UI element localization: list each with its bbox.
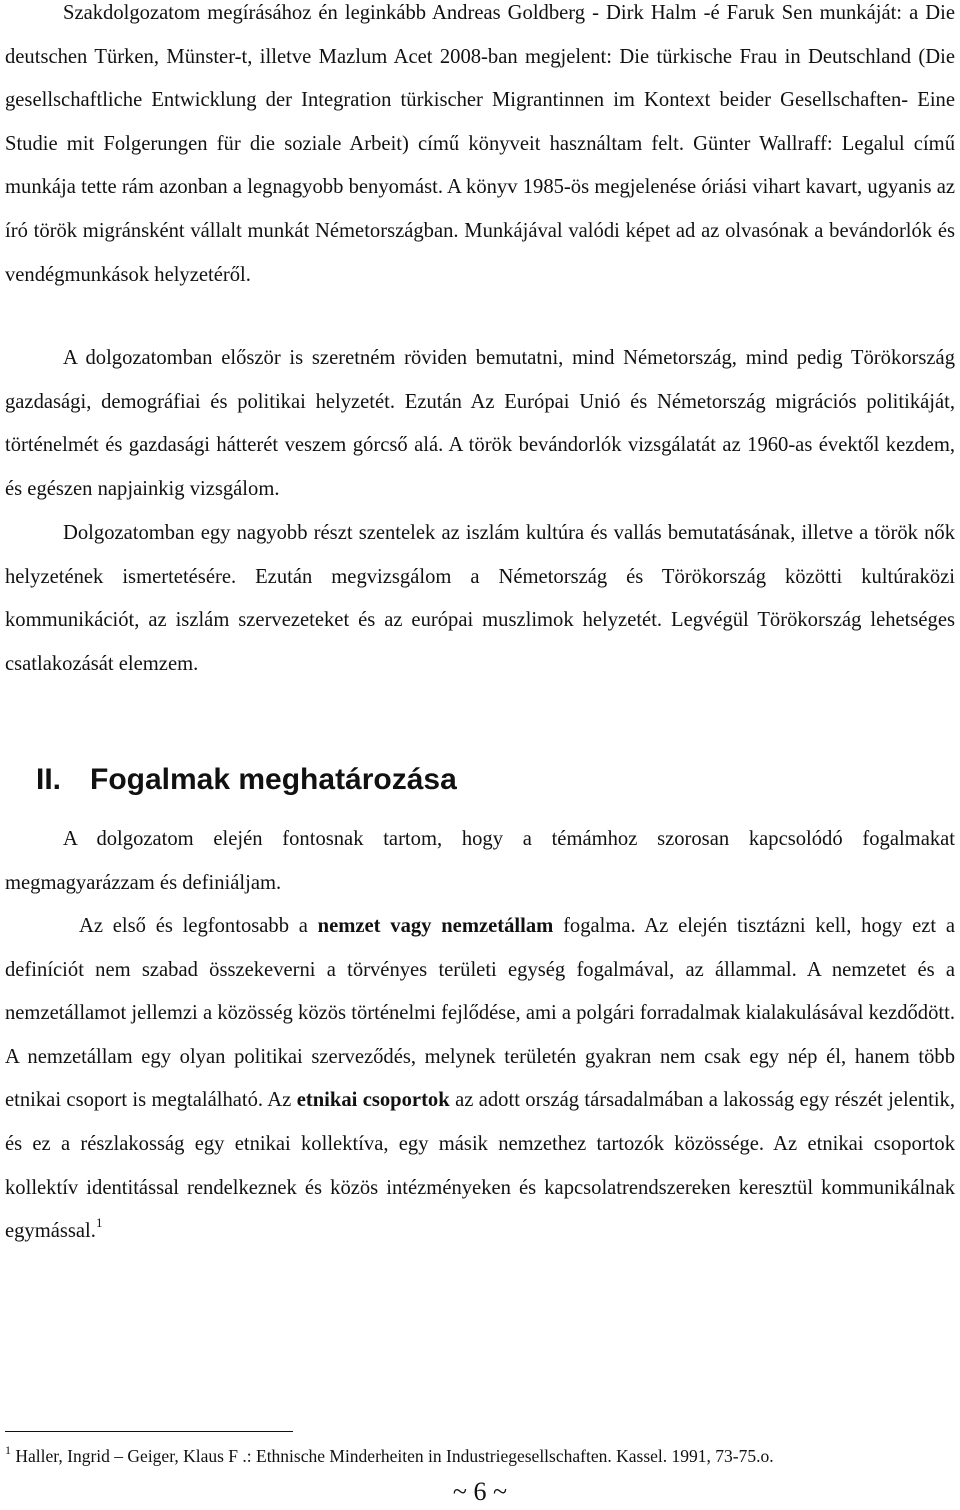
section-heading [36, 754, 457, 806]
paragraph-definitions-intro-text: A dolgozatom elején fontosnak tartom, hogy a témámhoz szorosan kapcsolódó fogalmakat megmagyarázzam és definiáljam. [5, 828, 955, 894]
term-nation-state: nemzet vagy nemzetállam [317, 915, 554, 937]
paragraph-structure-intro-text: A dolgozatomban először is szeretném röviden bemutatni, mind Németország, mind pedig Törökország gazdasági, demográfiai és politikai helyzetét. Ezután Az Európai Unió és Németország migrációs politikáját, történelmét és gazdasági hátterét veszem górcső alá. A török bevándorlók vizsgálatát az 1960-as évektől kezdem, és egészen napjainkig vizsgálom. [5, 347, 955, 500]
paragraph-definitions-intro [5, 818, 955, 905]
nation-definition-text-start: Az első és legfontosabb a [79, 915, 318, 937]
paragraph-sources-text: Szakdolgozatom megírásához én leginkább Andreas Goldberg - Dirk Halm -é Faruk Sen munkáját: a Die deutschen Türken, Münster-t, illetve Mazlum Acet 2008-ban megjelent: Die türkische Frau in Deutschland (Die gesellschaftliche Entwicklung der Integration türkischer Migrantinnen im Kontext beider Gesellschaften- Eine Studie mit Folgerungen für die soziale Arbeit) című könyveit használtam felt. Günter Wallraff: Legalul című munkája tette rám azonban a legnagyobb benyomást. A könyv 1985-ös megjelenése óriási vihart kavart, ugyanis az író török migránsként vállalt munkát Németországban. Munkájával valódi képet ad az olvasónak a bevándorlók és vendégmunkások helyzetéről. [5, 2, 955, 286]
page-number: ~ 6 ~ [452, 1477, 508, 1506]
paragraph-structure-intro [5, 337, 955, 511]
footnote-reference[interactable]: 1 [95, 1215, 103, 1231]
paragraph-sources [5, 0, 955, 297]
nation-definition-text-end: az adott ország társadalmában a lakosság egy részét jelentik, és ez a részlakosság egy etnikai kollektíva, egy másik nemzethez tartozók közössége. Az etnikai csoportok kollektív identitással rendelkeznek és közös intézményeken és kapcsolatrendszereken keresztül kommunikálnak egymással. [5, 1089, 955, 1243]
footnote [5, 1441, 774, 1471]
paragraph-nation-definition [5, 905, 955, 1254]
footnote-separator [5, 1431, 293, 1432]
section-heading-number: II. [36, 763, 62, 796]
nation-definition-text-middle: fogalma. Az elején tisztázni kell, hogy ezt a definíciót nem szabad összekeverni a törvényes területi egység fogalmával, az állammal. A nemzetet és a nemzetállamot jellemzi a közösség közös történelmi fejlődése, ami a polgári forradalmak kialakulásával kezdődött. A nemzetállam egy olyan politikai szerveződés, melynek területén gyakran nem csak egy nép él, hanem több etnikai csoport is megtalálható. Az [5, 915, 955, 1112]
term-ethnic-groups: etnikai csoportok [296, 1089, 450, 1112]
footnote-marker: 1 [5, 1443, 11, 1457]
paragraph-structure-detail [5, 512, 955, 686]
section-heading-title: Fogalmak meghatározása [90, 763, 457, 796]
footnote-text: Haller, Ingrid – Geiger, Klaus F .: Ethnische Minderheiten in Industriegesellschaften. Kassel. 1991, 73-75.o. [11, 1446, 774, 1466]
paragraph-structure-detail-text: Dolgozatomban egy nagyobb részt szentelek az iszlám kultúra és vallás bemutatásának, illetve a török nők helyzetének ismertetésére. Ezután megvizsgálom a Németország és Törökország közötti kultúraközi kommunikációt, az iszlám szervezeteket és az európai muszlimok helyzetét. Legvégül Törökország lehetséges csatlakozását elemzem. [5, 522, 955, 675]
